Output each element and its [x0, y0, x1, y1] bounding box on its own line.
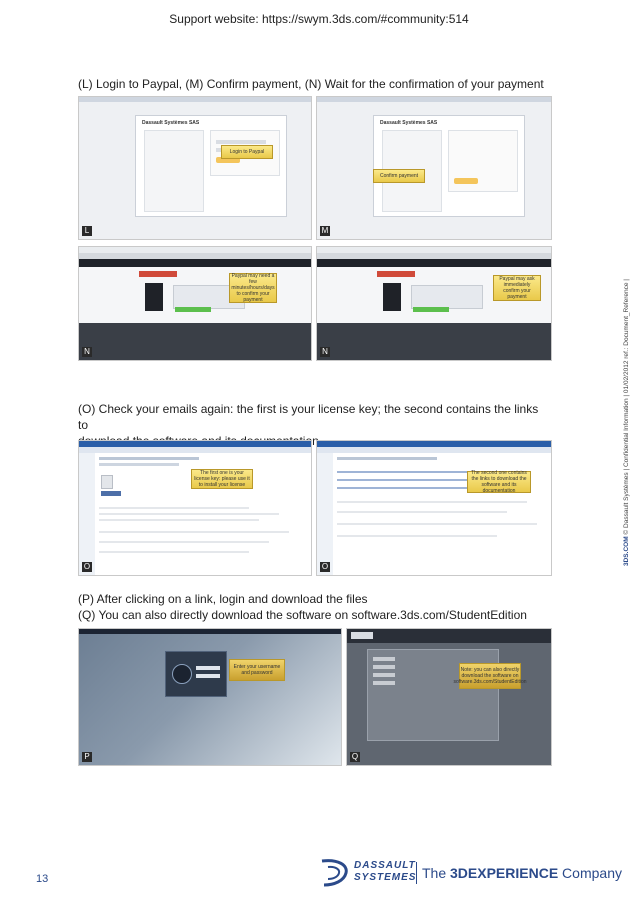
dassault-systemes-logo: [318, 856, 622, 890]
logo-word-dassault: DASSAULT: [354, 860, 416, 871]
paypal-confirm-panel: [373, 115, 525, 217]
screenshot-n-right: [316, 246, 552, 361]
caption-p: (P) After clicking on a link, login and download the files: [78, 592, 368, 606]
screenshot-tag-n: N: [82, 347, 92, 357]
callout-paypal-confirm-wait: Paypal may need a few minutes/hours/days to confirm your payment: [229, 273, 277, 303]
screenshot-tag-q: Q: [351, 752, 359, 761]
caption-q: (Q) You can also directly download the software on software.3ds.com/StudentEdition: [78, 608, 527, 622]
confidentiality-sidebar: [622, 266, 632, 566]
merchant-title: Dassault Systèmes SAS: [142, 120, 200, 126]
screenshot-tag-n-2: N: [320, 347, 330, 357]
login-panel: [165, 651, 227, 697]
callout-download-links-email: The second one contains the links to download the software and its documentation: [467, 471, 531, 493]
caption-o-line1: (O) Check your emails again: the first is your license key; the second contains the links to: [78, 402, 539, 432]
screenshot-tag-o-2: O: [321, 562, 329, 571]
ds-logo-icon: [318, 857, 352, 889]
sidebar-brand: 3DS.COM: [623, 536, 630, 566]
screenshot-o-left: [78, 440, 312, 576]
screenshot-l: [78, 96, 312, 240]
callout-license-key-email: The first one is your license key: please use it to install your license: [191, 469, 253, 489]
callout-direct-download: Note: you can also directly download the software on software.3ds.com/StudentEdition: [459, 663, 521, 689]
callout-paypal-confirm-immediately: Paypal may ask immediately confirm your payment: [493, 275, 541, 301]
callout-login-paypal: Login to Paypal: [221, 145, 273, 159]
screenshot-n-left: [78, 246, 312, 361]
callout-confirm-payment: Confirm payment: [373, 169, 425, 183]
merchant-title: Dassault Systèmes SAS: [380, 120, 438, 126]
logo-tagline: The 3DEXPERIENCE Company: [422, 865, 622, 881]
screenshot-o-right: [316, 440, 552, 576]
screenshot-tag-o: O: [83, 562, 91, 571]
screenshot-tag-m: M: [321, 226, 329, 235]
page-number: 13: [36, 873, 49, 885]
callout-username-password: Enter your username and password: [229, 659, 285, 681]
screenshot-tag-l: L: [82, 226, 92, 236]
sidebar-text: © Dassault Systèmes | Confidential Information | 01/02/2012 ref.: Document_Reference |: [623, 279, 630, 535]
confirm-payment-button[interactable]: [454, 178, 478, 184]
support-website-header: Support website: https://swym.3ds.com/#community:514: [169, 12, 469, 26]
screenshot-q: [346, 628, 552, 766]
screenshot-m: [316, 96, 552, 240]
logo-word-systemes: SYSTEMES: [354, 872, 417, 883]
screenshot-p: [78, 628, 342, 766]
paypal-login-panel: [135, 115, 287, 217]
caption-lmn: (L) Login to Paypal, (M) Confirm payment, (N) Wait for the confirmation of your payment: [78, 77, 544, 91]
screenshot-tag-p: P: [82, 752, 92, 762]
